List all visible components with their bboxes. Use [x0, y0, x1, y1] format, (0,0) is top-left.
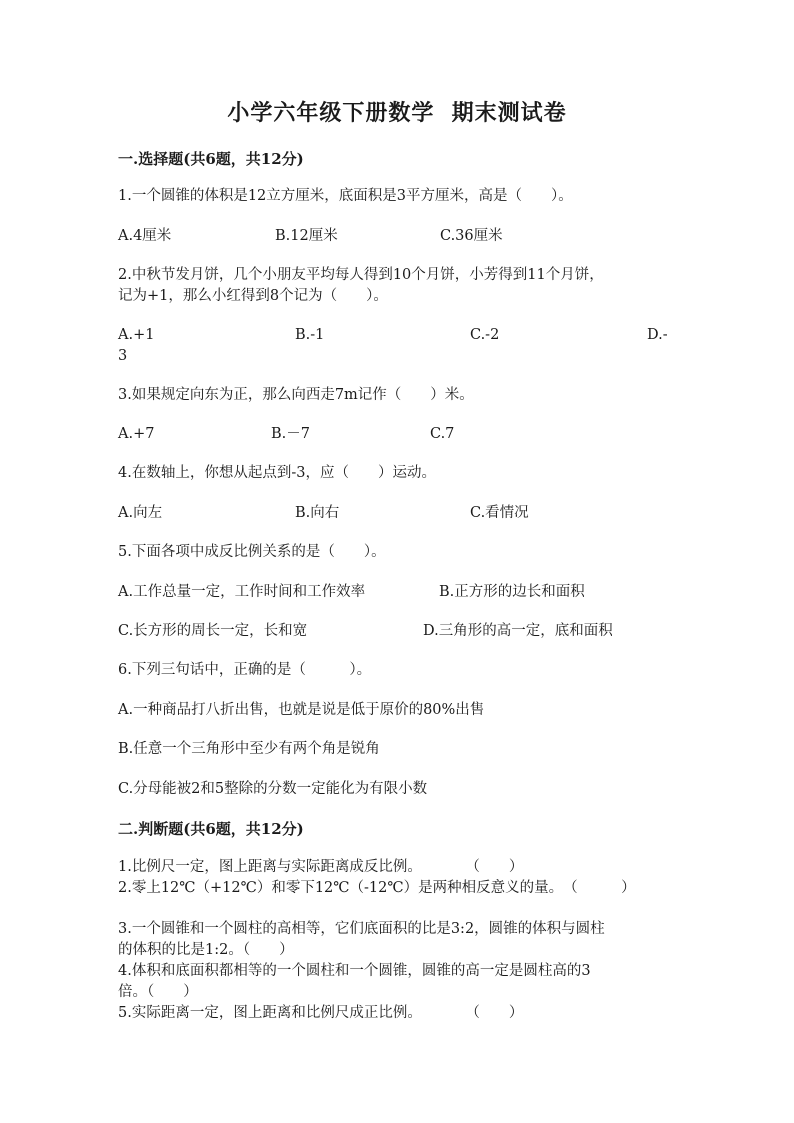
question-2-text-line1: 2.中秋节发月饼，几个小朋友平均每人得到10个月饼，小芳得到11个月饼， — [118, 267, 604, 283]
q5-option-b: B.正方形的边长和面积 — [439, 584, 585, 600]
q5-option-c: C.长方形的周长一定，长和宽 — [118, 623, 308, 639]
q5-option-a: A.工作总量一定，工作时间和工作效率 — [118, 584, 366, 600]
q2-option-d-wrap: 3 — [118, 348, 128, 364]
q6-option-c: C.分母能被2和5整除的分数一定能化为有限小数 — [118, 781, 428, 797]
q4-option-b: B.向右 — [295, 505, 340, 521]
q1-option-a: A.4厘米 — [118, 228, 172, 244]
judgement-3-line1: 3.一个圆锥和一个圆柱的高相等，它们底面积的比是3:2，圆锥的体积与圆柱 — [118, 921, 605, 937]
section-heading-judgement: 二.判断题(共6题，共12分) — [118, 820, 304, 838]
q2-option-c: C.-2 — [470, 327, 500, 343]
q2-option-a: A.+1 — [118, 327, 155, 343]
q6-option-a: A.一种商品打八折出售，也就是说是低于原价的80%出售 — [118, 702, 485, 718]
judgement-5: 5.实际距离一定，图上距离和比例尺成正比例。 （ ） — [118, 1005, 524, 1021]
question-2-text-line2: 记为+1，那么小红得到8个记为（ ）。 — [118, 288, 388, 304]
section-heading-choice: 一.选择题(共6题，共12分) — [118, 150, 304, 168]
q5-option-d: D.三角形的高一定，底和面积 — [423, 623, 613, 639]
question-1-text: 1.一个圆锥的体积是12立方厘米，底面积是3平方厘米，高是（ ）。 — [118, 188, 573, 204]
q3-option-a: A.+7 — [118, 426, 155, 442]
question-3-text: 3.如果规定向东为正，那么向西走7m记作（ ）米。 — [118, 387, 474, 403]
q2-option-b: B.-1 — [295, 327, 325, 343]
q3-option-c: C.7 — [430, 426, 455, 442]
judgement-4-line2: 倍。（ ） — [118, 984, 198, 1000]
page-title: 小学六年级下册数学 期末测试卷 — [227, 100, 567, 126]
question-5-text: 5.下面各项中成反比例关系的是（ ）。 — [118, 544, 386, 560]
judgement-4-line1: 4.体积和底面积都相等的一个圆柱和一个圆锥，圆锥的高一定是圆柱高的3 — [118, 963, 591, 979]
q4-option-a: A.向左 — [118, 505, 163, 521]
q2-option-d: D.- — [647, 327, 668, 343]
judgement-3-line2: 的体积的比是1:2。（ ） — [118, 942, 294, 958]
q4-option-c: C.看情况 — [470, 505, 529, 521]
judgement-1: 1.比例尺一定，图上距离与实际距离成反比例。 （ ） — [118, 859, 524, 875]
question-4-text: 4.在数轴上，你想从起点到-3，应（ ）运动。 — [118, 465, 436, 481]
question-6-text: 6.下列三句话中，正确的是（ ）。 — [118, 662, 372, 678]
q1-option-c: C.36厘米 — [440, 228, 503, 244]
q1-option-b: B.12厘米 — [275, 228, 338, 244]
judgement-2: 2.零上12℃（+12℃）和零下12℃（-12℃）是两种相反意义的量。 （ ） — [118, 880, 636, 896]
q3-option-b: B.－7 — [271, 426, 310, 442]
q6-option-b: B.任意一个三角形中至少有两个角是锐角 — [118, 741, 380, 757]
